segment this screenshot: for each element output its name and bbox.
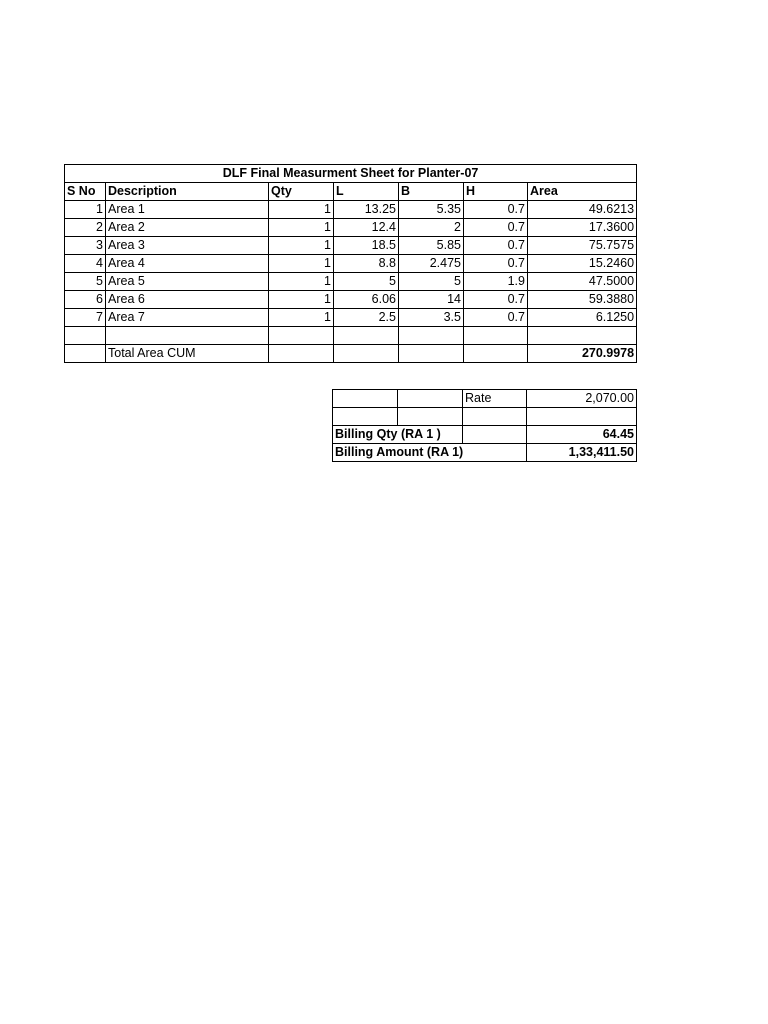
table-cell: 15.2460	[528, 255, 637, 273]
table-cell: Area 1	[106, 201, 269, 219]
empty-cell	[464, 344, 528, 362]
table-cell: 1	[269, 291, 334, 309]
header-cell: Qty	[269, 183, 334, 201]
empty-cell	[399, 344, 464, 362]
empty-cell	[65, 327, 106, 345]
table-cell: Area 5	[106, 273, 269, 291]
table-cell: 0.7	[464, 219, 528, 237]
billing-table	[332, 389, 637, 462]
total-row	[65, 344, 637, 362]
table-cell: 1	[269, 219, 334, 237]
table-cell: 0.7	[464, 201, 528, 219]
table-cell: Area 3	[106, 237, 269, 255]
table-cell: 49.6213	[528, 201, 637, 219]
table-cell: 6.06	[334, 291, 399, 309]
empty-cell	[398, 390, 463, 408]
empty-cell	[527, 408, 637, 426]
table-cell: 18.5	[334, 237, 399, 255]
table-cell: 5	[65, 273, 106, 291]
table-cell: 12.4	[334, 219, 399, 237]
header-cell: Area	[528, 183, 637, 201]
empty-cell	[398, 408, 463, 426]
table-cell: Area 7	[106, 309, 269, 327]
table-cell: 5	[334, 273, 399, 291]
table-cell: 1	[269, 201, 334, 219]
empty-cell	[269, 327, 334, 345]
table-cell: 8.8	[334, 255, 399, 273]
header-cell: B	[399, 183, 464, 201]
header-cell: L	[334, 183, 399, 201]
table-cell: 14	[399, 291, 464, 309]
billing-qty-row	[333, 425, 637, 443]
header-cell: H	[464, 183, 528, 201]
table-cell: 2	[65, 219, 106, 237]
table-cell: 6.1250	[528, 309, 637, 327]
total-label: Total Area CUM	[106, 344, 269, 362]
table-cell: 17.3600	[528, 219, 637, 237]
table-cell: 2.5	[334, 309, 399, 327]
empty-cell	[399, 327, 464, 345]
table-cell: 13.25	[334, 201, 399, 219]
sheet-title: DLF Final Measurment Sheet for Planter-07	[65, 165, 637, 183]
table-cell: 1.9	[464, 273, 528, 291]
table-cell: 3.5	[399, 309, 464, 327]
table-cell: 47.5000	[528, 273, 637, 291]
empty-cell	[65, 344, 106, 362]
table-row	[65, 309, 637, 327]
billing-amount-label: Billing Amount (RA 1)	[333, 443, 527, 461]
table-cell: 0.7	[464, 309, 528, 327]
header-cell: Description	[106, 183, 269, 201]
empty-cell	[463, 408, 527, 426]
blank-row	[333, 408, 637, 426]
table-cell: Area 6	[106, 291, 269, 309]
header-cell: S No	[65, 183, 106, 201]
table-cell: 1	[269, 273, 334, 291]
table-cell: 7	[65, 309, 106, 327]
empty-cell	[106, 327, 269, 345]
table-cell: 1	[269, 255, 334, 273]
empty-cell	[333, 408, 398, 426]
empty-cell	[334, 344, 399, 362]
table-cell: 5.35	[399, 201, 464, 219]
empty-cell	[528, 327, 637, 345]
rate-value: 2,070.00	[527, 390, 637, 408]
table-cell: 1	[269, 309, 334, 327]
table-cell: 0.7	[464, 291, 528, 309]
table-cell: 0.7	[464, 237, 528, 255]
table-cell: 5.85	[399, 237, 464, 255]
rate-row	[333, 390, 637, 408]
table-cell: 75.7575	[528, 237, 637, 255]
empty-cell	[463, 425, 527, 443]
table-cell: 4	[65, 255, 106, 273]
empty-cell	[333, 390, 398, 408]
table-row	[65, 273, 637, 291]
table-cell: 2	[399, 219, 464, 237]
table-cell: 59.3880	[528, 291, 637, 309]
billing-amount-row	[333, 443, 637, 461]
table-cell: 1	[65, 201, 106, 219]
table-cell: Area 2	[106, 219, 269, 237]
header-row	[65, 183, 637, 201]
table-row	[65, 237, 637, 255]
table-row	[65, 219, 637, 237]
billing-qty-value: 64.45	[527, 425, 637, 443]
table-row	[65, 201, 637, 219]
empty-cell	[464, 327, 528, 345]
table-cell: 3	[65, 237, 106, 255]
billing-qty-label: Billing Qty (RA 1 )	[333, 425, 463, 443]
empty-cell	[269, 344, 334, 362]
table-cell: 1	[269, 237, 334, 255]
empty-cell	[334, 327, 399, 345]
table-row	[65, 291, 637, 309]
rate-label: Rate	[463, 390, 527, 408]
table-cell: 5	[399, 273, 464, 291]
table-cell: 0.7	[464, 255, 528, 273]
table-cell: 2.475	[399, 255, 464, 273]
billing-amount-value: 1,33,411.50	[527, 443, 637, 461]
table-row	[65, 255, 637, 273]
table-cell: Area 4	[106, 255, 269, 273]
total-value: 270.9978	[528, 344, 637, 362]
blank-row	[65, 327, 637, 345]
title-row	[65, 165, 637, 183]
table-cell: 6	[65, 291, 106, 309]
measurement-table	[64, 164, 637, 363]
